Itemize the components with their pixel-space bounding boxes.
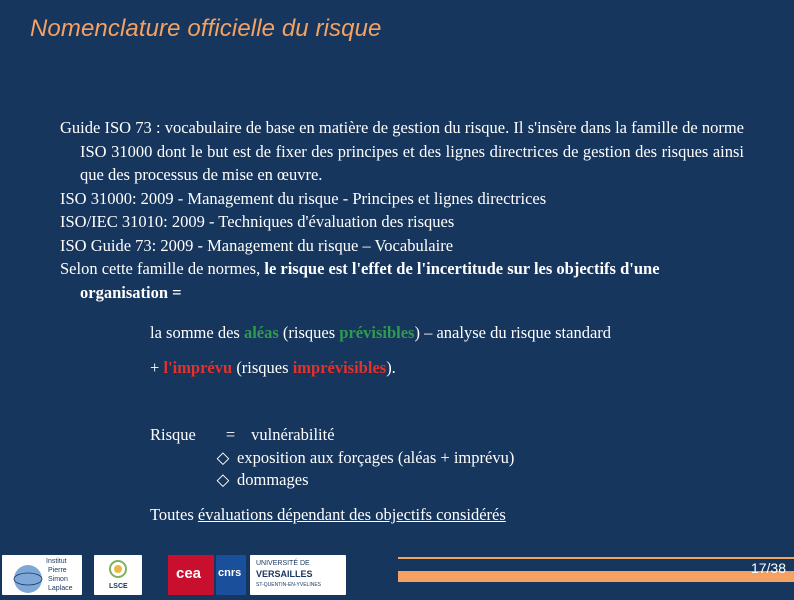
lsce-text: LSCE — [109, 583, 128, 590]
cea-text: cea — [176, 565, 202, 582]
dommages-line — [216, 470, 309, 490]
definition-equals: = — [168, 282, 182, 302]
footer-thin-bar — [398, 557, 794, 559]
ipsl-word-pierre: Pierre — [48, 567, 67, 574]
page-number: 17/38 — [750, 560, 786, 576]
toutes-prefix: Toutes — [150, 505, 198, 524]
sum-line — [150, 323, 611, 343]
iso-guide73-line: ISO Guide 73: 2009 - Management du risque – Vocabulaire — [60, 235, 454, 255]
uvsq-line-2: VERSAILLES — [256, 569, 313, 579]
slide-body — [60, 116, 744, 304]
exposition-term: exposition aux forçages (aléas + imprévu) — [237, 448, 515, 467]
ipsl-word-laplace: Laplace — [48, 585, 73, 592]
plus-mid: (risques — [232, 358, 293, 377]
ipsl-logo — [2, 555, 82, 595]
cnrs-text: cnrs — [218, 567, 242, 579]
ipsl-word-institut: Institut — [46, 558, 67, 565]
plus-line — [150, 358, 396, 378]
risk-formula-line — [150, 425, 335, 445]
toutes-line — [150, 505, 506, 525]
cea-logo — [168, 555, 214, 595]
uvsq-logo — [250, 555, 346, 595]
equals-sign: = — [225, 425, 236, 444]
iso73-paragraph: Guide ISO 73 : vocabulaire de base en matière de gestion du risque. Il s'insère dans la famille de norme ISO 31000 dont le but est de fixer des principes et des lignes directrices de gestion des risques ainsi que des processus de mise en œuvre. — [60, 118, 744, 184]
risk-definition: le risque est l'effet de l'incertitude sur les objectifs d'une organisation — [80, 259, 660, 302]
iso31000-line: ISO 31000: 2009 - Management du risque - Principes et lignes directrices — [60, 188, 547, 208]
previsibles-word: prévisibles — [339, 323, 415, 342]
sum-end: ) – analyse du risque standard — [414, 323, 612, 342]
vulnerabilite-term: vulnérabilité — [251, 425, 335, 444]
lsce-logo — [94, 555, 142, 595]
cnrs-logo — [216, 555, 246, 595]
ipsl-word-simon: Simon — [48, 576, 68, 583]
iso31010-line: ISO/IEC 31010: 2009 - Techniques d'évaluation des risques — [60, 212, 455, 231]
imprevu-word: l'imprévu — [163, 358, 233, 377]
slide-title: Nomenclature officielle du risque — [30, 15, 382, 42]
sum-mid: (risques — [278, 323, 340, 342]
dommages-term: dommages — [237, 470, 309, 489]
risk-label: Risque — [150, 425, 196, 444]
definition-intro: Selon cette famille de normes, — [60, 259, 265, 278]
sum-prefix: la somme des — [150, 323, 244, 342]
diamond-icon: ◇ — [216, 448, 230, 467]
toutes-underlined: évaluations dépendant des objectifs considérés — [197, 505, 506, 524]
imprevisibles-word: imprévisibles — [292, 358, 387, 377]
aleas-word: aléas — [243, 323, 279, 342]
definition-paragraph — [60, 257, 744, 304]
plus-end: ). — [386, 358, 396, 377]
footer-logos — [0, 553, 350, 595]
uvsq-line-1: UNIVERSITÉ DE — [256, 560, 310, 567]
uvsq-line-3: ST-QUENTIN-EN-YVELINES — [256, 582, 322, 588]
plus-prefix: + — [150, 358, 164, 377]
diamond-icon: ◇ — [216, 470, 230, 489]
exposition-line — [216, 448, 514, 468]
footer-orange-bar — [398, 571, 794, 582]
